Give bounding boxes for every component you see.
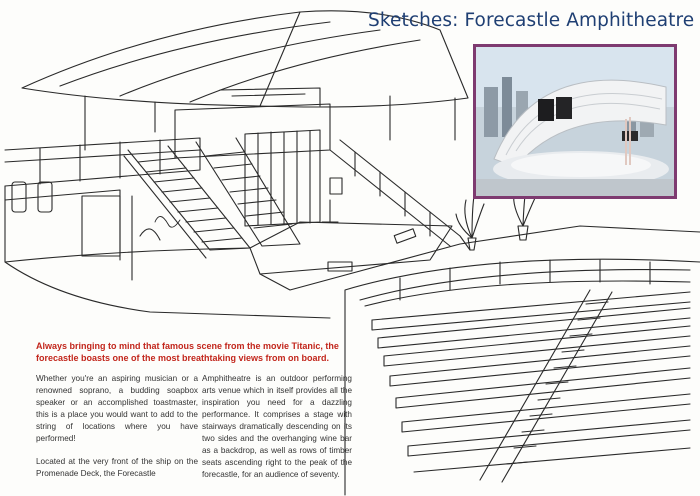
paragraph: Located at the very front of the ship on the Promenade Deck, the Forecastle: [36, 457, 198, 478]
text-column-1: [36, 373, 198, 491]
caption: Always bringing to mind that famous scene from the movie Titanic, the forecastle boasts one of the most breathtaking views from on board.: [36, 341, 339, 363]
venue-photo: [473, 44, 677, 199]
venue-photo-image: [476, 47, 674, 196]
text-column-2: [202, 373, 352, 492]
page-title: Sketches: Forecastle Amphitheatre: [368, 10, 695, 31]
paragraph: Amphitheatre is an outdoor performing arts venue which in itself provides all the inspiration you need for a dazzling performance. It comprises a stage with stairways dramatically descending on its two sides and the overhanging wine bar as a backdrop, as well as rows of timber seats ascending right to the peak of the forecastle, for an audience of seventy.: [202, 374, 352, 479]
paragraph: Whether you're an aspiring musician or a renowned soprano, a budding soapbox speaker or an accomplished toastmaster, this is a place you would want to add to the string of locations where you have performed!: [36, 374, 198, 443]
